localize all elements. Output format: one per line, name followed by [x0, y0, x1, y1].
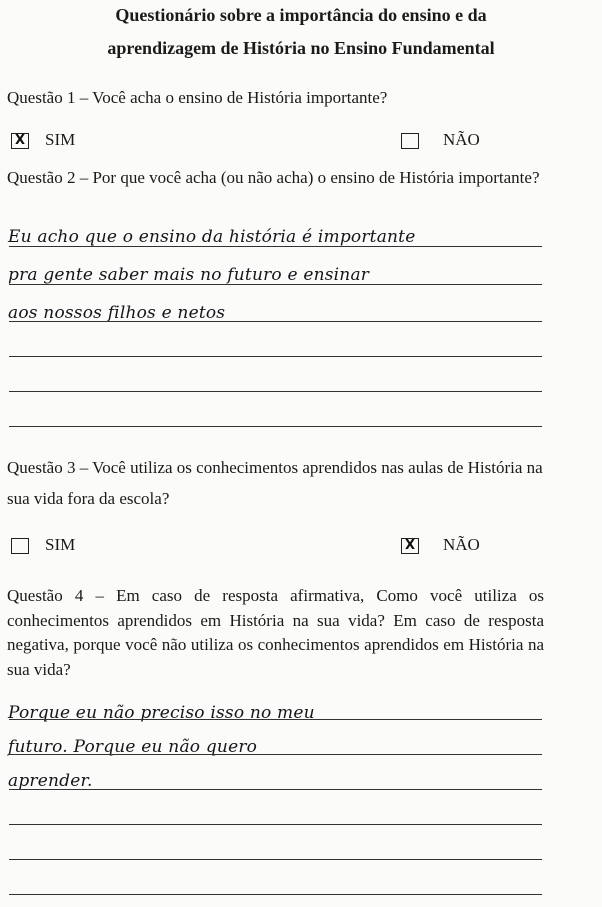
answer-line: [9, 426, 542, 427]
page-title-line-2: aprendizagem de História no Ensino Fundamental: [107, 38, 495, 58]
q1-sim-label: SIM: [45, 130, 76, 149]
page-title-line-1: Questionário sobre a importância do ensino e da: [115, 5, 487, 25]
answer-line: [9, 391, 542, 392]
answer-line: [9, 894, 542, 895]
q3-nao-checkbox[interactable]: X: [401, 538, 419, 554]
answer-line: [9, 824, 542, 825]
q3-sim-checkbox[interactable]: [11, 538, 29, 554]
answer-line: [9, 284, 542, 285]
answer-line: [9, 719, 542, 720]
q2-answer-line-2: pra gente saber mais no futuro e ensinar: [8, 265, 370, 285]
question-4-text: Questão 4 – Em caso de resposta afirmativa, Como você utiliza os conhecimentos aprendidos em História na sua vida? Em caso de resposta negativa, porque você não utiliza os conhecimentos aprendidos em História na sua vida?: [7, 586, 544, 679]
q1-sim-checkbox[interactable]: X: [11, 133, 29, 149]
q3-option-nao[interactable]: [401, 535, 480, 555]
q4-answer-line-2: futuro. Porque eu não quero: [8, 737, 258, 757]
q4-answer-line-1: Porque eu não preciso isso no meu: [8, 703, 315, 723]
answer-line: [9, 859, 542, 860]
answer-line: [9, 789, 542, 790]
answer-line: [9, 754, 542, 755]
answer-line: [9, 246, 542, 247]
q1-option-nao[interactable]: [401, 130, 480, 150]
q1-option-sim[interactable]: [11, 130, 75, 150]
question-3-text: Questão 3 – Você utiliza os conhecimentos aprendidos nas aulas de História na sua vida fora da escola?: [7, 458, 543, 508]
q3-sim-label: SIM: [45, 535, 76, 554]
question-1-text: Questão 1 – Você acha o ensino de História importante?: [7, 88, 388, 107]
answer-line: [9, 321, 542, 322]
q2-answer-line-3: aos nossos filhos e netos: [8, 303, 226, 323]
q3-nao-label: NÃO: [443, 535, 480, 554]
q2-answer-line-1: Eu acho que o ensino da história é importante: [8, 227, 416, 247]
q4-answer-line-3: aprender.: [8, 771, 93, 791]
answer-line: [9, 356, 542, 357]
q3-option-sim[interactable]: [11, 535, 75, 555]
question-2-text: Questão 2 – Por que você acha (ou não acha) o ensino de História importante?: [7, 168, 540, 187]
q1-nao-checkbox[interactable]: [401, 133, 419, 149]
q1-nao-label: NÃO: [443, 130, 480, 149]
